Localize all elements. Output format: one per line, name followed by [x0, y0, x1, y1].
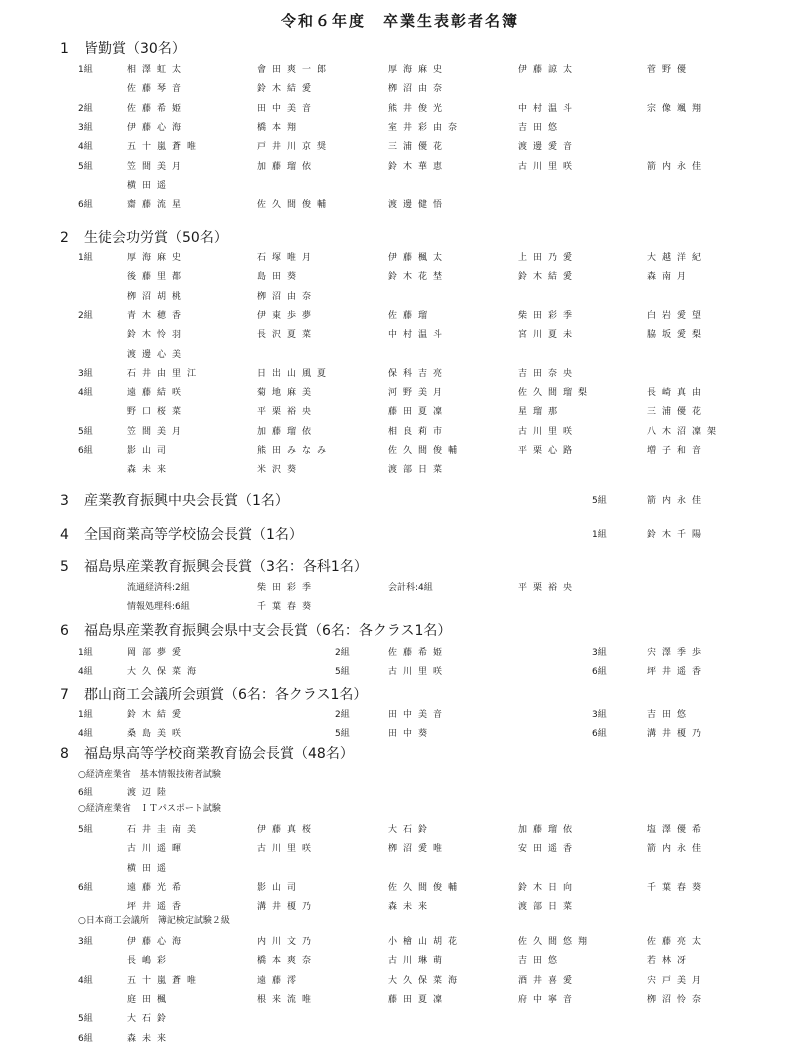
class-label: 5組: [78, 426, 93, 437]
student-name: 伊藤心海: [127, 937, 188, 947]
class-label: 5組: [335, 729, 350, 739]
class-label: 2組: [78, 103, 93, 114]
student-name: 影山司: [257, 882, 303, 893]
name-row: [0, 462, 800, 477]
student-name: 宍戸美月: [647, 975, 708, 986]
student-name: 佐藤希姫: [388, 648, 449, 658]
section-title: 全国商業高等学校協会長賞（1名）: [84, 527, 303, 543]
name-row: [0, 327, 800, 342]
student-name: 坪井遥香: [647, 667, 708, 677]
student-name: 石井圭南美: [127, 825, 203, 835]
name-row: [0, 953, 800, 968]
student-name: 脇坂愛梨: [647, 330, 708, 341]
student-name: 上田乃愛: [518, 253, 579, 263]
student-name: 平栗裕央: [518, 583, 579, 593]
student-name: 宗像颯翔: [647, 103, 708, 114]
name-row: [0, 443, 800, 458]
student-name: 鈴木怜羽: [127, 330, 188, 341]
section-heading: [60, 743, 354, 763]
student-name: 石塚唯月: [257, 253, 318, 263]
student-name: 鈴木花埜: [388, 272, 449, 283]
course-label: 情報処理科:6組: [127, 602, 190, 612]
student-name: 岡部夢愛: [127, 648, 188, 658]
section-title: 生徒会功労賞（50名）: [84, 230, 228, 246]
section-number: 4: [60, 527, 69, 543]
name-row: [0, 101, 800, 116]
student-name: 安田遥香: [518, 844, 579, 855]
student-name: 佐藤琴音: [127, 84, 188, 95]
student-name: 古川里咲: [518, 426, 579, 437]
student-name: 齋藤流星: [127, 200, 188, 211]
class-label: 3組: [78, 937, 93, 947]
student-name: 相澤虹太: [127, 65, 188, 75]
section-number: 6: [60, 623, 69, 639]
section-heading: [60, 684, 367, 704]
class-label: 6組: [78, 788, 93, 798]
student-name: 中村温斗: [388, 330, 449, 341]
class-label: 5組: [78, 1014, 93, 1025]
student-name: 渡邊愛音: [518, 142, 579, 153]
student-name: 栁沼胡桃: [127, 291, 188, 302]
student-name: 島田葵: [257, 272, 303, 283]
student-name: 鈴木日向: [518, 882, 579, 893]
student-name: 渡部日菜: [388, 465, 449, 476]
student-name: 平栗裕央: [257, 407, 318, 418]
student-name: 佐久間瑠梨: [518, 388, 594, 399]
student-name: 相良莉市: [388, 426, 449, 437]
student-name: 熊井俊光: [388, 103, 449, 114]
qualification-note: ○経済産業省 ＩＴパスポート試験: [78, 804, 221, 814]
class-label: 1組: [78, 65, 93, 75]
student-name: 渡辺陸: [127, 788, 173, 798]
class-label: 6組: [78, 1033, 93, 1044]
class-label: 1組: [592, 530, 607, 540]
student-name: 栁沼由奈: [388, 84, 449, 95]
name-row: [0, 580, 800, 595]
student-name: 石井由里江: [127, 368, 203, 379]
section-heading: [60, 620, 451, 640]
page-title: 令和６年度 卒業生表彰者名簿: [280, 12, 519, 30]
class-label: 6組: [78, 882, 93, 893]
class-label: 6組: [78, 446, 93, 456]
student-name: 宮川夏未: [518, 330, 579, 341]
name-row: [0, 347, 800, 362]
section-title: 皆勤賞（30名）: [84, 41, 186, 57]
student-name: 伊藤心海: [127, 122, 188, 133]
student-name: 千葉春葵: [647, 882, 708, 893]
class-label: 3組: [78, 368, 93, 379]
student-name: 渡邊心美: [127, 349, 188, 360]
class-label: 3組: [592, 648, 607, 658]
student-name: 藤田夏凜: [388, 994, 449, 1005]
section-number: 5: [60, 559, 69, 575]
class-label: 6組: [592, 729, 607, 739]
section-heading: [60, 556, 368, 576]
student-name: 厚海麻史: [127, 253, 188, 263]
name-row: [0, 861, 800, 876]
student-name: 大久保菜海: [127, 667, 203, 677]
student-name: 古川里咲: [257, 844, 318, 855]
section-heading: [60, 38, 186, 58]
student-name: 吉田悠: [518, 122, 564, 133]
student-name: 影山司: [127, 446, 173, 456]
section-heading: [60, 490, 289, 510]
student-name: 若林冴: [647, 956, 693, 967]
student-name: 箭内永佳: [647, 496, 708, 506]
name-row: [0, 1011, 800, 1026]
student-name: 笠間美月: [127, 426, 188, 437]
student-name: 笠間美月: [127, 161, 188, 172]
student-name: 佐久間俊輔: [388, 446, 464, 456]
student-name: 府中寧音: [518, 994, 579, 1005]
name-row: [0, 404, 800, 419]
name-row: [0, 841, 800, 856]
student-name: 河野美月: [388, 388, 449, 399]
student-name: 後藤里都: [127, 272, 188, 283]
course-label: 会計科:4組: [388, 583, 433, 593]
student-name: 田中美音: [388, 710, 449, 720]
name-row: [0, 269, 800, 284]
student-name: 栁沼怜奈: [647, 994, 708, 1005]
class-label: 2組: [78, 310, 93, 321]
student-name: 箭内永佳: [647, 161, 708, 172]
student-name: 長崎真由: [647, 388, 708, 399]
class-label: 4組: [78, 142, 93, 153]
student-name: 佐久間悠翔: [518, 937, 594, 947]
section-number: 8: [60, 746, 69, 762]
student-name: 柴田彩季: [518, 310, 579, 321]
class-label: 1組: [78, 648, 93, 658]
student-name: 野口桜菜: [127, 407, 188, 418]
name-row: [0, 81, 800, 96]
student-name: 加藤瑠依: [257, 161, 318, 172]
name-row: [0, 1031, 800, 1046]
student-name: 佐藤希姫: [127, 103, 188, 114]
student-name: 佐久間俊輔: [257, 200, 333, 211]
name-row: [0, 424, 800, 439]
student-name: 遠藤光希: [127, 882, 188, 893]
student-name: 増子和音: [647, 446, 708, 456]
class-label: 4組: [78, 975, 93, 986]
name-row: [0, 822, 800, 837]
student-name: 藤田夏凜: [388, 407, 449, 418]
section-title: 福島県産業教育振興会県中支会長賞（6名：各クラス1名）: [84, 623, 452, 639]
student-name: 遠藤結咲: [127, 388, 188, 399]
student-name: 溝井榎乃: [647, 729, 708, 739]
student-name: 鈴木結愛: [257, 84, 318, 95]
student-name: 橋本翔: [257, 122, 303, 133]
class-label: 5組: [335, 667, 350, 677]
student-name: 鈴木結愛: [518, 272, 579, 283]
name-row: [0, 139, 800, 154]
name-row: [0, 664, 800, 679]
class-label: 1組: [78, 253, 93, 263]
name-row: [0, 707, 800, 722]
student-name: 溝井榎乃: [257, 902, 318, 913]
student-name: 庭田楓: [127, 994, 173, 1005]
student-name: 鈴木華恵: [388, 161, 449, 172]
student-name: 宍澤季歩: [647, 648, 708, 658]
name-row: [0, 385, 800, 400]
student-name: 日出山風夏: [257, 368, 333, 379]
student-name: 根来流唯: [257, 994, 318, 1005]
student-name: 森南月: [647, 272, 693, 283]
name-row: [0, 62, 800, 77]
student-name: 伊藤諒太: [518, 65, 579, 75]
student-name: 箭内永佳: [647, 844, 708, 855]
student-name: 鈴木千陽: [647, 530, 708, 540]
section-title: 福島県高等学校商業教育協会長賞（48名）: [84, 746, 354, 762]
name-row: [0, 178, 800, 193]
name-row: [0, 250, 800, 265]
name-row: [0, 159, 800, 174]
student-name: 栁沼愛唯: [388, 844, 449, 855]
student-name: 佐藤亮太: [647, 937, 708, 947]
student-name: 戸井川京奨: [257, 142, 333, 153]
student-name: 星瑠那: [518, 407, 564, 418]
name-row: [0, 289, 800, 304]
student-name: 遠藤澪: [257, 975, 303, 986]
class-label: 3組: [592, 710, 607, 720]
student-name: 塩澤優希: [647, 825, 708, 835]
student-name: 菊地麻美: [257, 388, 318, 399]
student-name: 五十嵐蒼唯: [127, 142, 203, 153]
student-name: 渡部日菜: [518, 902, 579, 913]
qualification-note: ○日本商工会議所 簿記検定試験２級: [78, 916, 230, 926]
student-name: 三浦優花: [388, 142, 449, 153]
class-label: 2組: [335, 710, 350, 720]
student-name: 室井彩由奈: [388, 122, 464, 133]
student-name: 伊藤真桜: [257, 825, 318, 835]
student-name: 佐久間俊輔: [388, 882, 464, 893]
name-row: [0, 120, 800, 135]
class-label: 6組: [78, 200, 93, 211]
section-heading: [60, 524, 303, 544]
student-name: 五十嵐蒼唯: [127, 975, 203, 986]
class-label: 4組: [78, 667, 93, 677]
student-name: 大石鈴: [388, 825, 434, 835]
student-name: 柴田彩季: [257, 583, 318, 593]
student-name: 厚海麻史: [388, 65, 449, 75]
qualification-note: ○経済産業省 基本情報技術者試験: [78, 770, 221, 780]
student-name: 橋本爽奈: [257, 956, 318, 967]
name-row: [0, 899, 800, 914]
student-name: 田中葵: [388, 729, 434, 739]
student-name: 平栗心路: [518, 446, 579, 456]
section-number: 2: [60, 230, 69, 246]
student-name: 栁沼由奈: [257, 291, 318, 302]
student-name: 白岩愛望: [647, 310, 708, 321]
class-label: 5組: [78, 161, 93, 172]
student-name: 熊田みなみ: [257, 446, 333, 456]
class-label: 1組: [78, 710, 93, 720]
student-name: 大越洋紀: [647, 253, 708, 263]
name-row: [0, 599, 800, 614]
class-label: 6組: [592, 667, 607, 677]
student-name: 米沢葵: [257, 465, 303, 476]
student-name: 長嶋彩: [127, 956, 173, 967]
section-title: 郡山商工会議所会頭賞（6名：各クラス1名）: [84, 687, 368, 703]
name-row: [0, 308, 800, 323]
class-label: 5組: [592, 496, 607, 506]
class-label: 3組: [78, 122, 93, 133]
student-name: 坪井遥香: [127, 902, 188, 913]
class-label: 5組: [78, 825, 93, 835]
student-name: 佐藤瑠: [388, 310, 434, 321]
student-name: 古川里咲: [388, 667, 449, 677]
name-row: [0, 973, 800, 988]
student-name: 青木穂香: [127, 310, 188, 321]
student-name: 森未来: [127, 465, 173, 476]
student-name: 會田爽一郎: [257, 65, 333, 75]
student-name: 中村温斗: [518, 103, 579, 114]
student-name: 森未来: [388, 902, 434, 913]
student-name: 横田遥: [127, 863, 173, 874]
student-name: 鈴木結愛: [127, 710, 188, 720]
student-name: 加藤瑠依: [257, 426, 318, 437]
section-number: 1: [60, 41, 69, 57]
student-name: 森未来: [127, 1033, 173, 1044]
class-label: 4組: [78, 729, 93, 739]
student-name: 小檜山胡花: [388, 937, 464, 947]
student-name: 伊東歩夢: [257, 310, 318, 321]
student-name: 伊藤楓太: [388, 253, 449, 263]
name-row: [0, 785, 800, 800]
student-name: 大石鈴: [127, 1014, 173, 1025]
student-name: 吉田悠: [518, 956, 564, 967]
section-title: 福島県産業教育振興会長賞（3名：各科1名）: [84, 559, 368, 575]
student-name: 加藤瑠依: [518, 825, 579, 835]
student-name: 千葉春葵: [257, 602, 318, 612]
student-name: 田中美音: [257, 103, 318, 114]
name-row: [0, 726, 800, 741]
student-name: 渡邊健悟: [388, 200, 449, 211]
student-name: 古川遥暉: [127, 844, 188, 855]
name-row: [0, 645, 800, 660]
student-name: 吉田奈央: [518, 368, 579, 379]
student-name: 古川里咲: [518, 161, 579, 172]
student-name: 吉田悠: [647, 710, 693, 720]
student-name: 三浦優花: [647, 407, 708, 418]
student-name: 保科吉亮: [388, 368, 449, 379]
student-name: 内川文乃: [257, 937, 318, 947]
name-row: [0, 197, 800, 212]
student-name: 横田遥: [127, 180, 173, 191]
name-row: [0, 934, 800, 949]
section-heading: [60, 227, 228, 247]
student-name: 菅野優: [647, 65, 693, 75]
class-label: 2組: [335, 648, 350, 658]
student-name: 八木沼凜架: [647, 426, 723, 437]
name-row: [0, 992, 800, 1007]
student-name: 酒井喜愛: [518, 975, 579, 986]
student-name: 長沢夏菜: [257, 330, 318, 341]
course-label: 流通経済科:2組: [127, 583, 190, 593]
section-number: 7: [60, 687, 69, 703]
student-name: 古川琳萌: [388, 956, 449, 967]
class-label: 4組: [78, 388, 93, 399]
section-title: 産業教育振興中央会長賞（1名）: [84, 493, 289, 509]
student-name: 大久保菜海: [388, 975, 464, 986]
name-row: [0, 880, 800, 895]
student-name: 桑島美咲: [127, 729, 188, 739]
section-number: 3: [60, 493, 69, 509]
name-row: [0, 366, 800, 381]
